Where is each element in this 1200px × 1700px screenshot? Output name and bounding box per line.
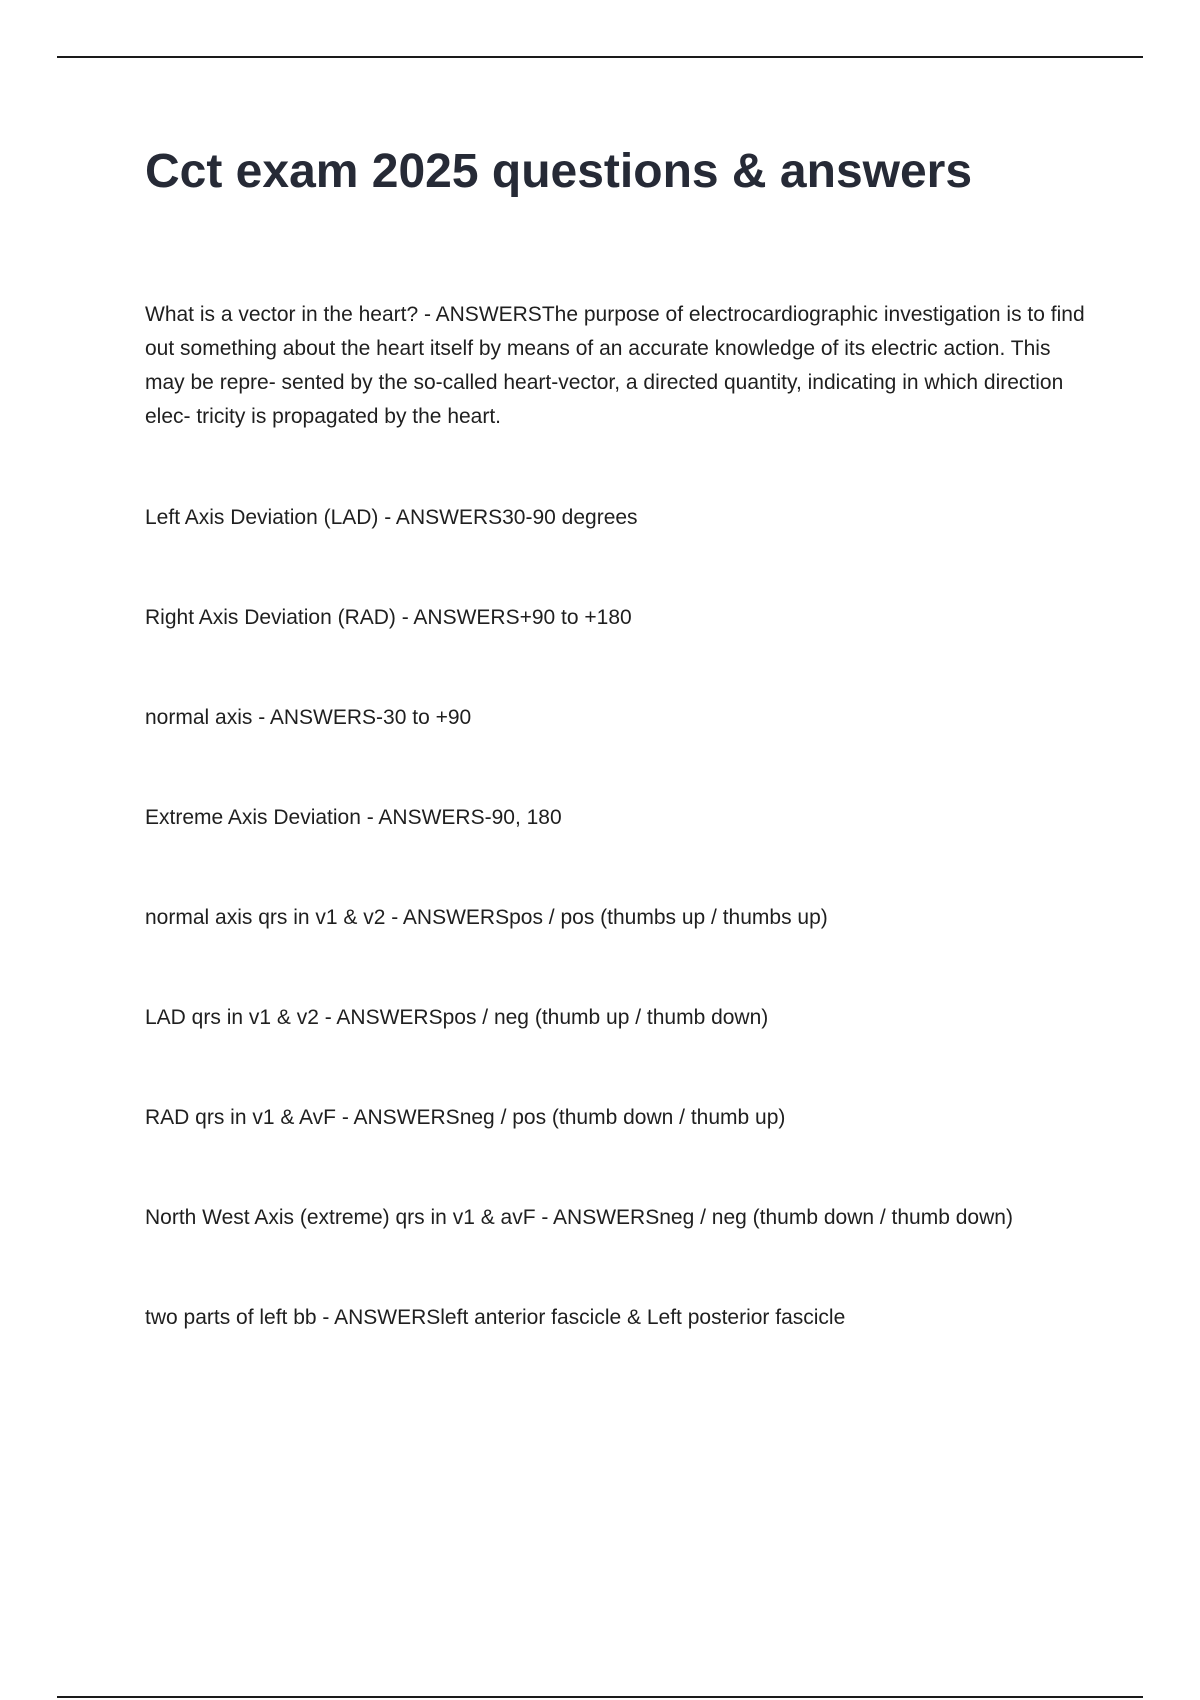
qa-item-left-bb: two parts of left bb - ANSWERSleft anterior fascicle & Left posterior fascicle (145, 1306, 846, 1329)
qa-item-normal-qrs: normal axis qrs in v1 & v2 - ANSWERSpos / pos (thumbs up / thumbs up) (145, 906, 828, 929)
qa-item-northwest-qrs: North West Axis (extreme) qrs in v1 & avF - ANSWERSneg / neg (thumb down / thumb down) (145, 1206, 1013, 1229)
page-title: Cct exam 2025 questions & answers (145, 145, 973, 198)
qa-item-normal-axis: normal axis - ANSWERS-30 to +90 (145, 706, 472, 729)
qa-item-rad-qrs: RAD qrs in v1 & AvF - ANSWERSneg / pos (thumb down / thumb up) (145, 1106, 786, 1129)
qa-item-extreme-axis: Extreme Axis Deviation - ANSWERS-90, 180 (145, 806, 562, 829)
qa-item-vector: What is a vector in the heart? - ANSWERSThe purpose of electrocardiographic investigation is to find out something about the heart itself by means of an accurate knowledge of its electric action. This may be repre- sented by the so-called heart-vector, a directed quantity, indicating in which direction elec- tricity is propagated by the heart. (145, 303, 1085, 428)
qa-item-rad: Right Axis Deviation (RAD) - ANSWERS+90 to +180 (145, 606, 632, 629)
bottom-divider (57, 1696, 1143, 1698)
qa-item-lad-qrs: LAD qrs in v1 & v2 - ANSWERSpos / neg (thumb up / thumb down) (145, 1006, 769, 1029)
top-divider (57, 56, 1143, 58)
qa-item-lad: Left Axis Deviation (LAD) - ANSWERS30-90 degrees (145, 506, 638, 529)
qa-list (145, 298, 1095, 1401)
